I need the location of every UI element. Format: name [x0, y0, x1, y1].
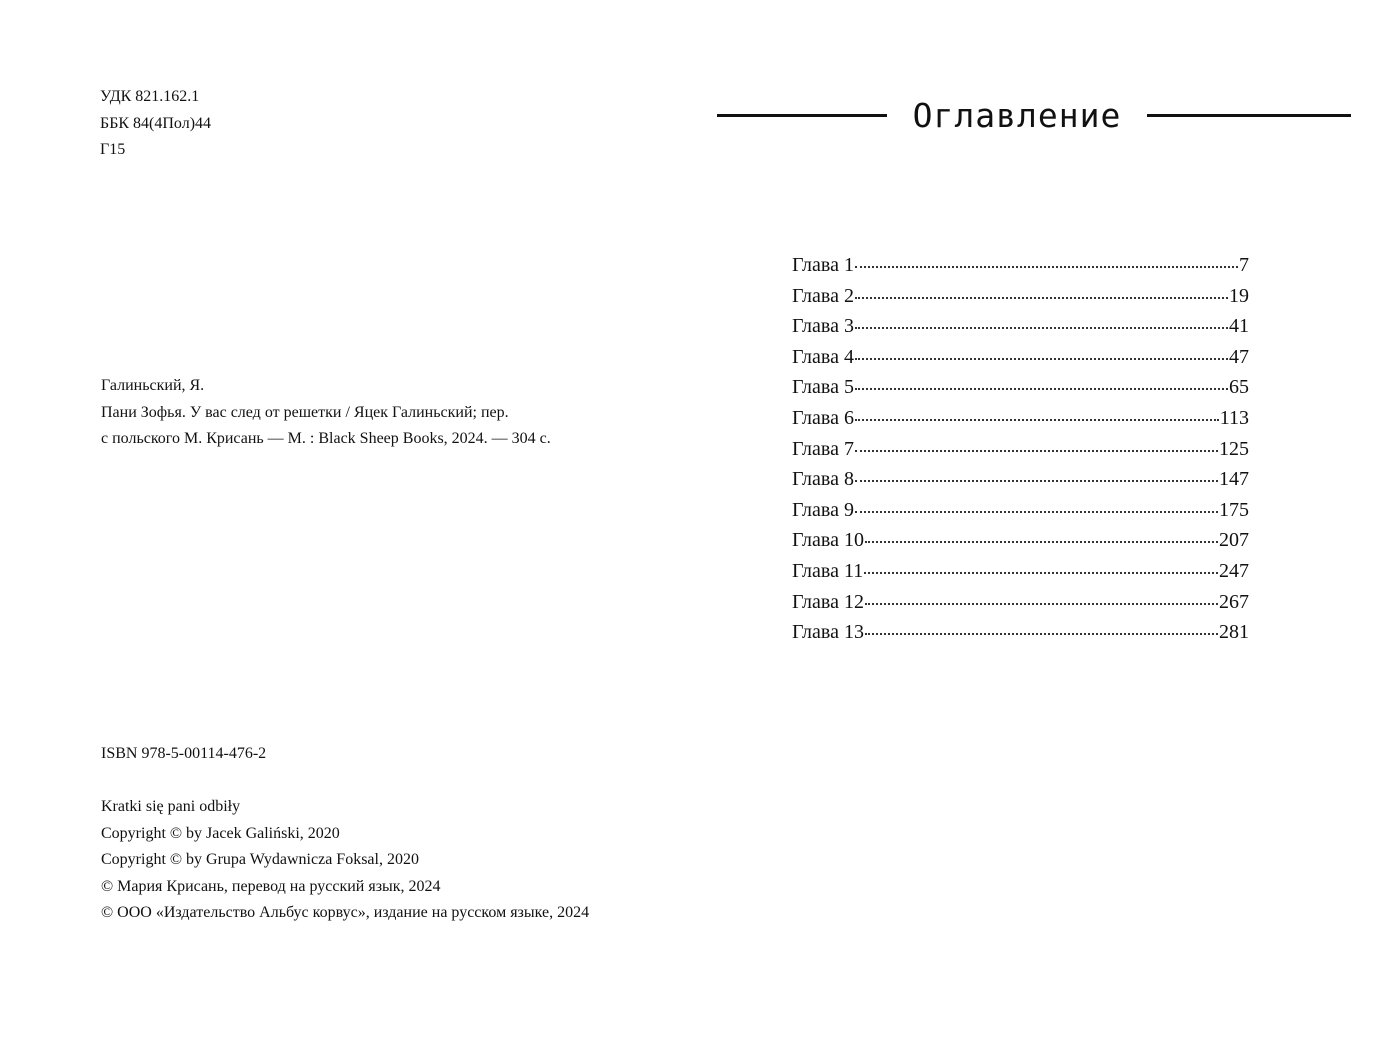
- toc-entry[interactable]: [792, 250, 1249, 281]
- toc-chapter-label: Глава 10: [792, 529, 864, 552]
- toc-chapter-label: Глава 5: [792, 376, 854, 399]
- toc-chapter-label: Глава 9: [792, 498, 854, 521]
- dot-leader: [855, 511, 1218, 513]
- title-rule-left: [717, 114, 887, 117]
- toc-chapter-label: Глава 3: [792, 315, 854, 338]
- toc-title: Оглавление: [912, 95, 1122, 135]
- toc-page-number: 19: [1229, 284, 1249, 307]
- dot-leader: [865, 603, 1218, 605]
- copyright-block: [101, 794, 589, 927]
- toc-entry[interactable]: [792, 342, 1249, 373]
- toc-page-number: 47: [1229, 345, 1249, 368]
- toc-page-number: 7: [1239, 254, 1249, 276]
- toc-entry[interactable]: [792, 311, 1249, 342]
- bib-title-line: Пани Зофья. У вас след от решетки / Яцек Галиньский; пер.: [101, 403, 509, 421]
- author-mark: Г15: [100, 141, 126, 158]
- isbn: ISBN 978-5-00114-476-2: [101, 745, 267, 762]
- dot-leader: [855, 297, 1228, 299]
- dot-leader: [855, 419, 1219, 421]
- classification-codes: [100, 84, 211, 164]
- toc-page-number: 267: [1219, 590, 1249, 613]
- toc-page-number: 113: [1219, 406, 1249, 429]
- dot-leader: [855, 450, 1218, 452]
- dot-leader: [855, 388, 1228, 390]
- bib-publication-line: с польского М. Крисань — М. : Black Sheep Books, 2024. — 304 с.: [101, 430, 551, 447]
- isbn-block: [101, 741, 266, 768]
- toc-entry[interactable]: [792, 495, 1249, 526]
- toc-entry[interactable]: [792, 587, 1249, 618]
- toc-entry[interactable]: [792, 434, 1249, 465]
- toc-page-number: 175: [1219, 498, 1249, 521]
- toc-page-number: 65: [1229, 376, 1249, 399]
- toc-chapter-label: Глава 8: [792, 468, 854, 491]
- bbk-code: ББК 84(4Пол)44: [100, 114, 212, 132]
- dot-leader: [864, 572, 1218, 574]
- toc-page-number: 247: [1219, 559, 1249, 582]
- toc-chapter-label: Глава 11: [792, 559, 864, 582]
- toc-chapter-label: Глава 13: [792, 621, 864, 644]
- toc-chapter-label: Глава 1: [792, 254, 854, 276]
- toc-chapter-label: Глава 7: [792, 437, 854, 460]
- copyright-original-publisher: Copyright © by Grupa Wydawnicza Foksal, 2020: [101, 851, 419, 868]
- dot-leader: [855, 480, 1218, 482]
- contents-page: [691, 0, 1382, 1063]
- original-title: Kratki się pani odbiły: [101, 798, 241, 815]
- toc-chapter-label: Глава 2: [792, 284, 854, 307]
- copyright-edition: © ООО «Издательство Альбус корвус», издание на русском языке, 2024: [101, 904, 590, 921]
- toc-page-number: 125: [1219, 437, 1249, 460]
- dot-leader: [855, 327, 1228, 329]
- toc-entry[interactable]: [792, 372, 1249, 403]
- toc-entry[interactable]: [792, 556, 1249, 587]
- udc-code: УДК 821.162.1: [100, 88, 200, 105]
- toc-entry[interactable]: [792, 617, 1249, 648]
- toc-chapter-label: Глава 6: [792, 406, 854, 429]
- toc-entry[interactable]: [792, 403, 1249, 434]
- copyright-translation: © Мария Крисань, перевод на русский язык, 2024: [101, 877, 441, 895]
- toc-entry[interactable]: [792, 281, 1249, 312]
- title-rule-right: [1147, 114, 1351, 117]
- bib-author: Галиньский, Я.: [101, 377, 205, 394]
- toc-entry[interactable]: [792, 464, 1249, 495]
- bibliographic-entry: [101, 373, 551, 453]
- dot-leader: [865, 541, 1218, 543]
- toc-page-number: 207: [1219, 529, 1249, 552]
- toc-page-number: 147: [1219, 468, 1249, 491]
- toc-entry[interactable]: [792, 525, 1249, 556]
- copyright-author: Copyright © by Jacek Galiński, 2020: [101, 824, 340, 842]
- toc-header: [717, 92, 1351, 138]
- toc-page-number: 281: [1219, 621, 1249, 644]
- dot-leader: [855, 358, 1228, 360]
- dot-leader: [865, 633, 1218, 635]
- table-of-contents: [792, 250, 1249, 648]
- toc-page-number: 41: [1229, 315, 1249, 338]
- dot-leader: [855, 266, 1238, 268]
- toc-chapter-label: Глава 12: [792, 590, 864, 613]
- toc-chapter-label: Глава 4: [792, 345, 854, 368]
